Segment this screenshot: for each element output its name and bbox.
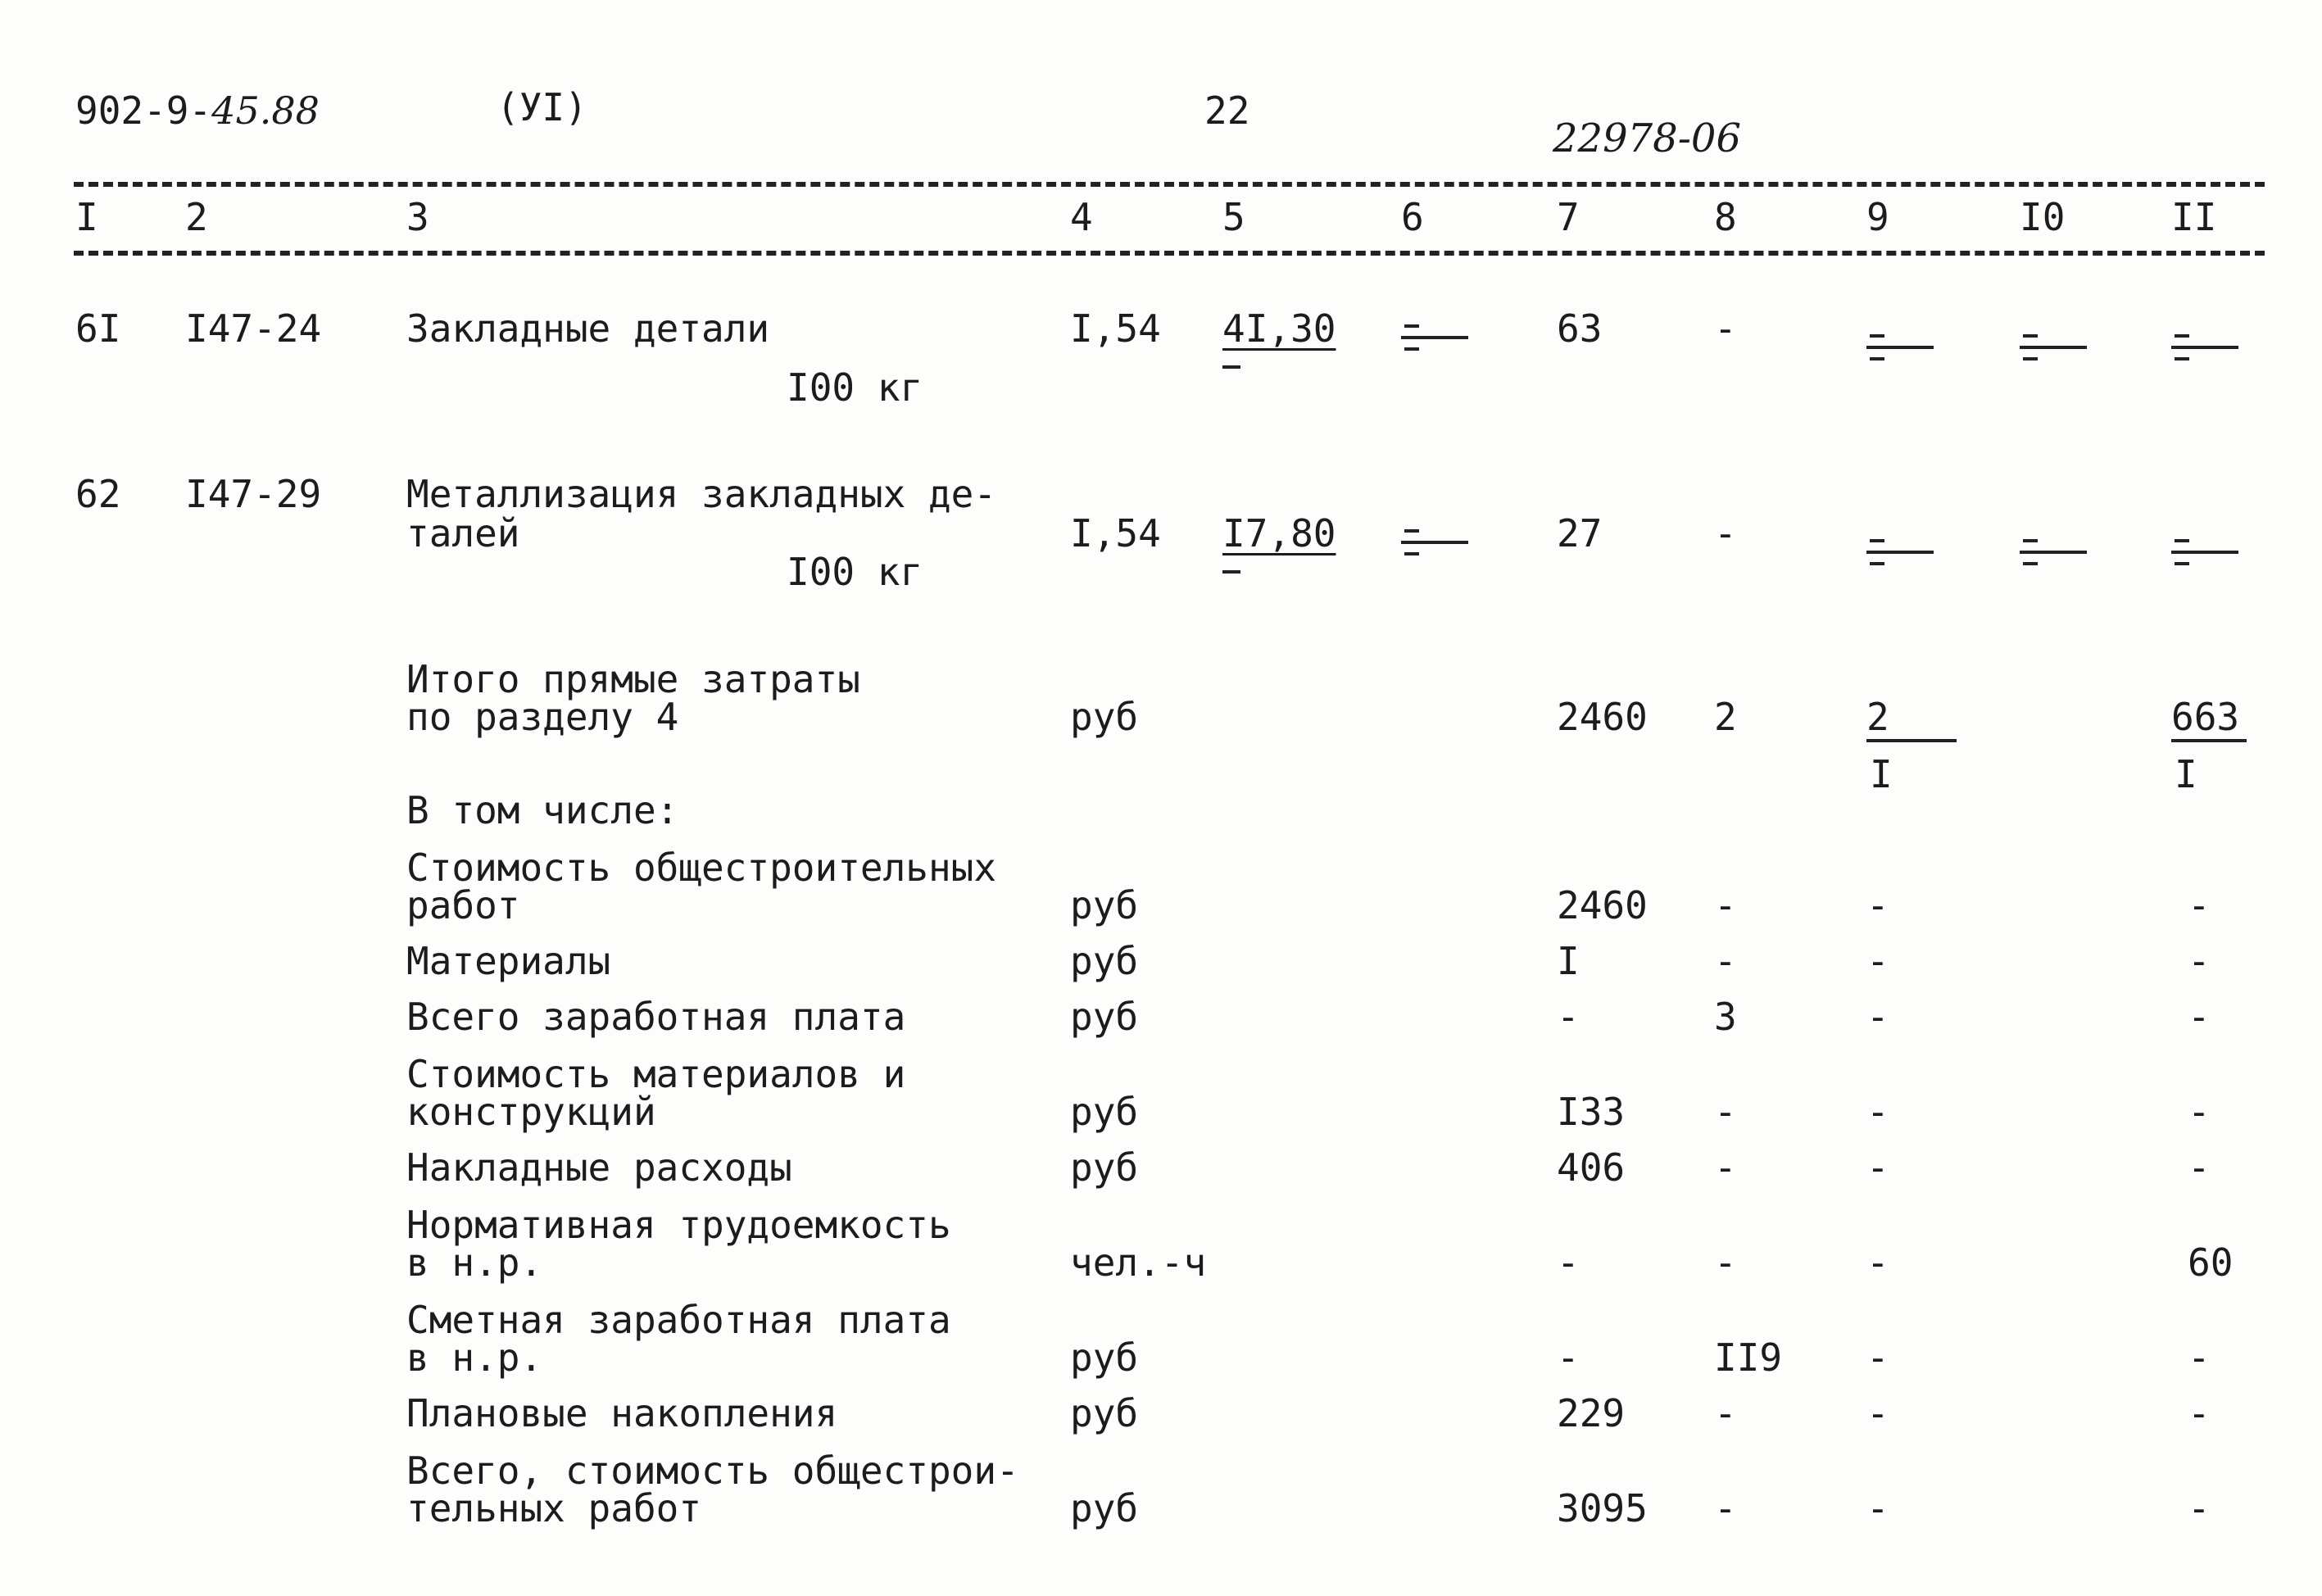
breakdown-col7: 229: [1557, 1391, 1626, 1435]
item-col9-ditto-mark: [1866, 328, 1934, 364]
item-price-subdash: [1222, 570, 1240, 574]
summary-col9-fraction-line: [1866, 739, 1957, 742]
breakdown-label: Всего заработная плата: [406, 995, 906, 1039]
item-col10-ditto-mark: [2020, 328, 2087, 364]
breakdown-col7: -: [1557, 1335, 1580, 1380]
breakdown-col11: 60: [2188, 1240, 2234, 1285]
summary-col11-fraction-line: [2171, 739, 2247, 742]
item-col10-ditto-mark: [2020, 533, 2087, 569]
column-header-3: 3: [406, 195, 429, 239]
summary-col9-numerator: 2: [1866, 695, 1889, 739]
breakdown-unit: руб: [1070, 1145, 1139, 1190]
item-col11-ditto-mark: [2171, 328, 2238, 364]
column-header-11: II: [2171, 195, 2217, 239]
breakdown-col8: 3: [1714, 995, 1737, 1039]
breakdown-col7: 406: [1557, 1145, 1626, 1190]
breakdown-col8: -: [1714, 1090, 1737, 1134]
breakdown-unit: руб: [1070, 1090, 1139, 1134]
breakdown-unit: чел.-ч: [1070, 1240, 1207, 1285]
header-bottom-rule: [74, 251, 2265, 256]
item-quantity: I,54: [1070, 511, 1161, 555]
breakdown-label: Стоимость общестроительных: [406, 846, 997, 890]
including-label: В том числе:: [406, 788, 679, 832]
item-unit: I00 кг: [787, 550, 923, 594]
breakdown-col11: -: [2188, 1391, 2211, 1435]
breakdown-col9: -: [1866, 1391, 1889, 1435]
breakdown-unit: руб: [1070, 1486, 1139, 1530]
breakdown-col9: -: [1866, 1145, 1889, 1190]
item-number: 62: [75, 472, 121, 516]
breakdown-col7: I: [1557, 939, 1580, 983]
item-total: 63: [1557, 306, 1603, 351]
breakdown-col11: -: [2188, 1090, 2211, 1134]
breakdown-col7: 3095: [1557, 1486, 1648, 1530]
item-col9-ditto-mark: [1866, 533, 1934, 569]
breakdown-label: Нормативная трудоемкость: [406, 1203, 951, 1247]
item-total: 27: [1557, 511, 1603, 555]
column-header-6: 6: [1401, 195, 1424, 239]
column-header-8: 8: [1714, 195, 1737, 239]
breakdown-col11: -: [2188, 939, 2211, 983]
item-name: Металлизация закладных де-: [406, 472, 997, 516]
summary-unit: руб: [1070, 695, 1139, 739]
breakdown-col9: -: [1866, 883, 1889, 927]
breakdown-label: Всего, стоимость общестрои-: [406, 1449, 1019, 1493]
breakdown-unit: руб: [1070, 1391, 1139, 1435]
column-header-7: 7: [1557, 195, 1580, 239]
breakdown-col11: -: [2188, 995, 2211, 1039]
summary-col9-denominator: I: [1870, 752, 1893, 796]
item-unit-price: I7,80: [1222, 511, 1336, 555]
item-unit: I00 кг: [787, 365, 923, 410]
breakdown-col9: -: [1866, 939, 1889, 983]
column-header-4: 4: [1070, 195, 1093, 239]
breakdown-unit: руб: [1070, 883, 1139, 927]
item-price-subdash: [1222, 365, 1240, 369]
item-col8: -: [1714, 511, 1737, 555]
breakdown-col8: -: [1714, 1391, 1737, 1435]
document-code: [75, 88, 320, 133]
breakdown-col9: -: [1866, 995, 1889, 1039]
item-col6-ditto-mark: [1401, 523, 1468, 559]
item-name: Закладные детали: [406, 306, 770, 351]
breakdown-col11: -: [2188, 883, 2211, 927]
breakdown-col8: -: [1714, 939, 1737, 983]
item-quantity: I,54: [1070, 306, 1161, 351]
breakdown-col8: II9: [1714, 1335, 1783, 1380]
breakdown-col7: -: [1557, 995, 1580, 1039]
breakdown-label-cont: в н.р.: [406, 1335, 543, 1380]
breakdown-label-cont: в н.р.: [406, 1240, 543, 1285]
item-unit-price: 4I,30: [1222, 306, 1336, 351]
breakdown-col11: -: [2188, 1486, 2211, 1530]
breakdown-label: Сметная заработная плата: [406, 1298, 951, 1342]
page-number: 22: [1204, 88, 1250, 133]
breakdown-col11: -: [2188, 1145, 2211, 1190]
section-label: (УI): [497, 85, 587, 129]
breakdown-label: Материалы: [406, 939, 611, 983]
summary-col8: 2: [1714, 695, 1737, 739]
item-number: 6I: [75, 306, 121, 351]
breakdown-col9: -: [1866, 1335, 1889, 1380]
document-code-prefix: 902-9-: [75, 88, 212, 133]
summary-col11-numerator: 663: [2171, 695, 2240, 739]
item-code: I47-29: [185, 472, 322, 516]
summary-title: Итого прямые затраты: [406, 657, 860, 701]
breakdown-label: Стоимость материалов и: [406, 1052, 906, 1096]
column-header-9: 9: [1866, 195, 1889, 239]
item-col11-ditto-mark: [2171, 533, 2238, 569]
column-header-10: I0: [2020, 195, 2066, 239]
breakdown-col9: -: [1866, 1090, 1889, 1134]
column-header-5: 5: [1222, 195, 1245, 239]
breakdown-label: Накладные расходы: [406, 1145, 792, 1190]
summary-title-cont: по разделу 4: [406, 695, 679, 739]
item-col8: -: [1714, 306, 1737, 351]
breakdown-col8: -: [1714, 1240, 1737, 1285]
summary-col11-denominator: I: [2175, 752, 2197, 796]
item-col6-ditto-mark: [1401, 318, 1468, 354]
breakdown-col9: -: [1866, 1240, 1889, 1285]
breakdown-col7: -: [1557, 1240, 1580, 1285]
breakdown-label-cont: тельных работ: [406, 1486, 702, 1530]
breakdown-col11: -: [2188, 1335, 2211, 1380]
breakdown-col8: -: [1714, 883, 1737, 927]
breakdown-col9: -: [1866, 1486, 1889, 1530]
breakdown-label: Плановые накопления: [406, 1391, 838, 1435]
item-name-cont: талей: [406, 511, 520, 555]
header-top-rule: [74, 182, 2265, 187]
breakdown-col8: -: [1714, 1486, 1737, 1530]
stamp-number: 22978-06: [1553, 116, 1741, 161]
column-header-1: I: [75, 195, 98, 239]
breakdown-label-cont: работ: [406, 883, 520, 927]
breakdown-unit: руб: [1070, 995, 1139, 1039]
breakdown-col7: 2460: [1557, 883, 1648, 927]
column-header-2: 2: [185, 195, 208, 239]
breakdown-col7: I33: [1557, 1090, 1626, 1134]
breakdown-col8: -: [1714, 1145, 1737, 1190]
breakdown-label-cont: конструкций: [406, 1090, 656, 1134]
document-code-handwritten: 45.88: [211, 88, 320, 133]
breakdown-unit: руб: [1070, 1335, 1139, 1380]
breakdown-unit: руб: [1070, 939, 1139, 983]
item-code: I47-24: [185, 306, 322, 351]
summary-col7: 2460: [1557, 695, 1648, 739]
